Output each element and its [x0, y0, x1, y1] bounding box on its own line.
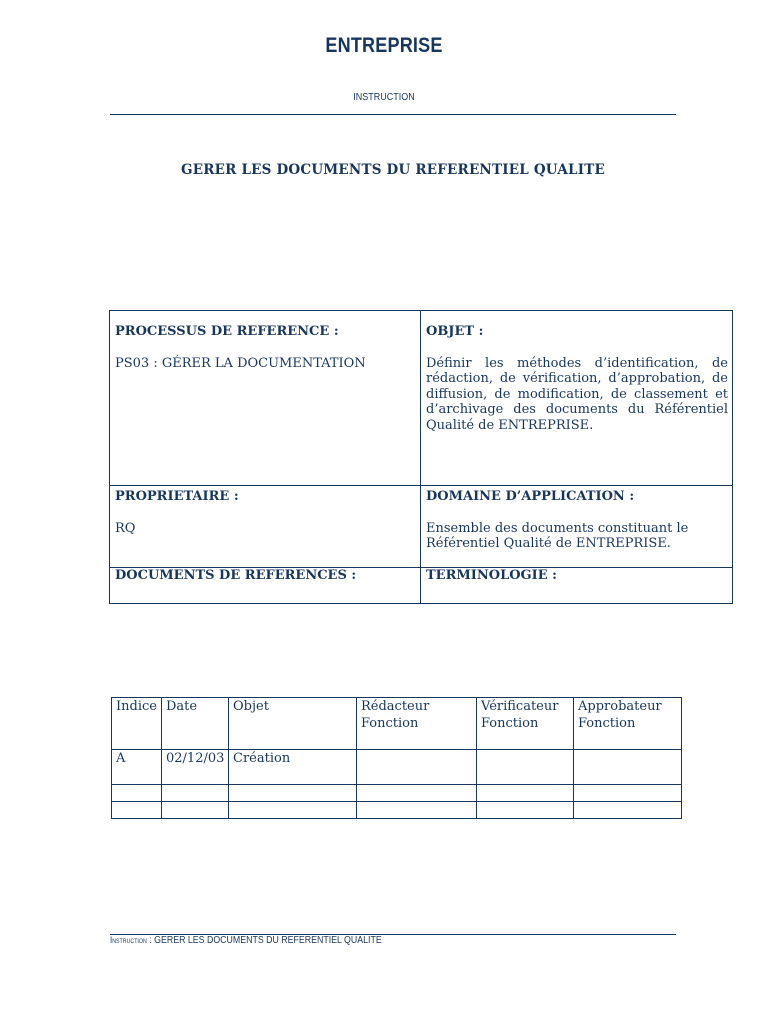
- table-row: [112, 750, 682, 785]
- document-type: INSTRUCTION: [353, 92, 415, 103]
- table-cell: Création: [229, 750, 357, 785]
- domaine-cell: [421, 486, 733, 568]
- documents-reference-label: DOCUMENTS DE REFERENCES :: [115, 568, 357, 583]
- proprietaire-value: RQ: [115, 520, 136, 536]
- table-cell: [477, 802, 574, 819]
- table-cell: [477, 750, 574, 785]
- documents-reference-cell: [110, 568, 421, 604]
- proprietaire-label: PROPRIETAIRE :: [115, 489, 239, 504]
- header-date: Date: [162, 698, 229, 750]
- footer-text: GERER LES DOCUMENTS DU REFERENTIEL QUALITE: [154, 935, 382, 946]
- header-verificateur: Vérificateur Fonction: [477, 698, 574, 750]
- table-cell: [229, 785, 357, 802]
- table-cell: A: [112, 750, 162, 785]
- header-approbateur: Approbateur Fonction: [574, 698, 682, 750]
- objet-label: OBJET :: [426, 324, 484, 339]
- header-objet: Objet: [229, 698, 357, 750]
- processus-value: PS03 : GÉRER LA DOCUMENTATION: [115, 355, 366, 371]
- company-name: ENTREPRISE: [325, 34, 443, 57]
- table-cell: [162, 802, 229, 819]
- header-divider: [110, 114, 676, 115]
- footer: [110, 935, 382, 946]
- objet-value: Définir les méthodes d’identification, de rédaction, de vérification, d’approbation, de diffusion, de modification, de classement et d’archivage des documents du Référentiel Qualité de ENTREPRISE.: [426, 355, 728, 433]
- objet-cell: [421, 311, 733, 486]
- processus-cell: [110, 311, 421, 486]
- table-cell: [574, 802, 682, 819]
- terminologie-cell: [421, 568, 733, 604]
- document-title: GERER LES DOCUMENTS DU REFERENTIEL QUALITE: [181, 162, 605, 178]
- footer-separator: :: [146, 935, 155, 946]
- table-cell: 02/12/03: [162, 750, 229, 785]
- table-cell: [162, 785, 229, 802]
- table-cell: [112, 802, 162, 819]
- table-row: [112, 802, 682, 819]
- proprietaire-cell: [110, 486, 421, 568]
- footer-prefix: Instruction: [110, 935, 147, 945]
- header-redacteur: Rédacteur Fonction: [357, 698, 477, 750]
- table-cell: [357, 802, 477, 819]
- table-cell: [357, 785, 477, 802]
- header-indice: Indice: [112, 698, 162, 750]
- domaine-value: Ensemble des documents constituant le Référentiel Qualité de ENTREPRISE.: [426, 520, 689, 551]
- table-cell: [574, 750, 682, 785]
- processus-label: PROCESSUS DE REFERENCE :: [115, 324, 339, 339]
- table-cell: [477, 785, 574, 802]
- revision-table: [111, 697, 682, 819]
- info-table: [109, 310, 733, 604]
- terminologie-label: TERMINOLOGIE :: [426, 568, 557, 583]
- table-cell: [574, 785, 682, 802]
- table-cell: [357, 750, 477, 785]
- table-cell: [229, 802, 357, 819]
- table-row: [112, 785, 682, 802]
- table-cell: [112, 785, 162, 802]
- domaine-label: DOMAINE D’APPLICATION :: [426, 489, 635, 504]
